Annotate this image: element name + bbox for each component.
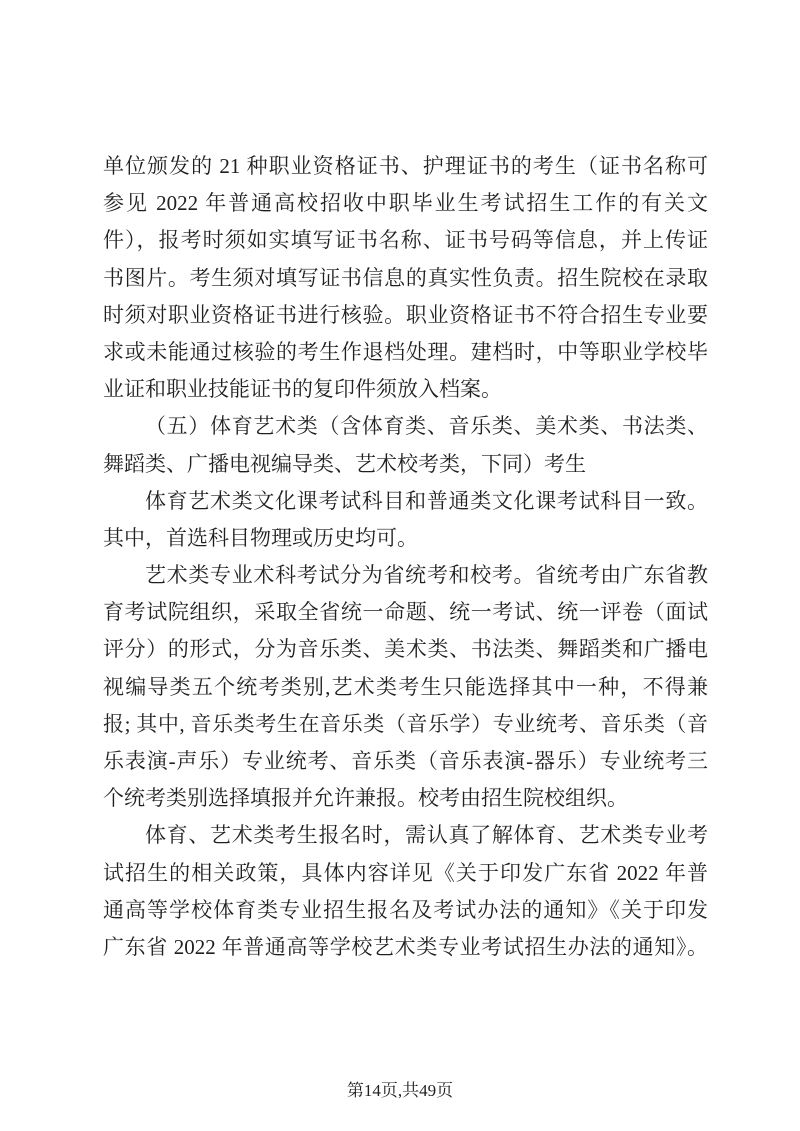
text-line: 乐表演-声乐）专业统考、音乐类（音乐表演-器乐）专业统考三 (103, 749, 708, 773)
text-line: 报; 其中, 音乐类考生在音乐类（音乐学）专业统考、音乐类（音 (103, 711, 708, 736)
text-line: 业证和职业技能证书的复印件须放入档案。 (103, 377, 502, 402)
text-line: 评分）的形式，分为音乐类、美术类、书法类、舞蹈类和广播电 (103, 637, 708, 662)
text-line: 育考试院组织，采取全省统一命题、统一考试、统一评卷（面试 (103, 600, 708, 625)
text-line: 时须对职业资格证书进行核验。职业资格证书不符合招生专业要 (103, 302, 708, 327)
text-line: 体育、艺术类考生报名时，需认真了解体育、艺术类专业考 (145, 823, 708, 848)
text-line-section-heading: 舞蹈类、广播电视编导类、艺术校考类，下同）考生 (103, 451, 586, 476)
text-line-section-heading: （五）体育艺术类（含体育类、音乐类、美术类、书法类、 (145, 414, 708, 439)
text-line: 求或未能通过核验的考生作退档处理。建档时，中等职业学校毕 (103, 339, 708, 364)
page-number: 第14页,共49页 (346, 1081, 454, 1100)
text-line: 通高等学校体育类专业招生报名及考试办法的通知》《关于印发 (103, 897, 708, 922)
text-line: 参见 2022 年普通高校招收中职毕业生考试招生工作的有关文 (103, 191, 708, 216)
document-body (103, 148, 708, 966)
text-line: 书图片。考生须对填写证书信息的真实性负责。招生院校在录取 (103, 265, 708, 290)
text-line: 广东省 2022 年普通高等学校艺术类专业考试招生办法的通知》。 (103, 934, 708, 959)
text-line: 件），报考时须如实填写证书名称、证书号码等信息，并上传证 (103, 228, 708, 253)
text-line: 其中，首选科目物理或历史均可。 (103, 525, 418, 550)
text-line: 试招生的相关政策，具体内容详见《关于印发广东省 2022 年普 (103, 860, 708, 885)
text-line: 个统考类别选择填报并允许兼报。校考由招生院校组织。 (103, 786, 628, 811)
text-line: 视编导类五个统考类别,艺术类考生只能选择其中一种，不得兼 (103, 674, 708, 699)
text-line: 体育艺术类文化课考试科目和普通类文化课考试科目一致。 (145, 488, 708, 513)
text-line: 单位颁发的 21 种职业资格证书、护理证书的考生（证书名称可 (103, 154, 708, 178)
text-line: 艺术类专业术科考试分为省统考和校考。省统考由广东省教 (145, 563, 708, 588)
